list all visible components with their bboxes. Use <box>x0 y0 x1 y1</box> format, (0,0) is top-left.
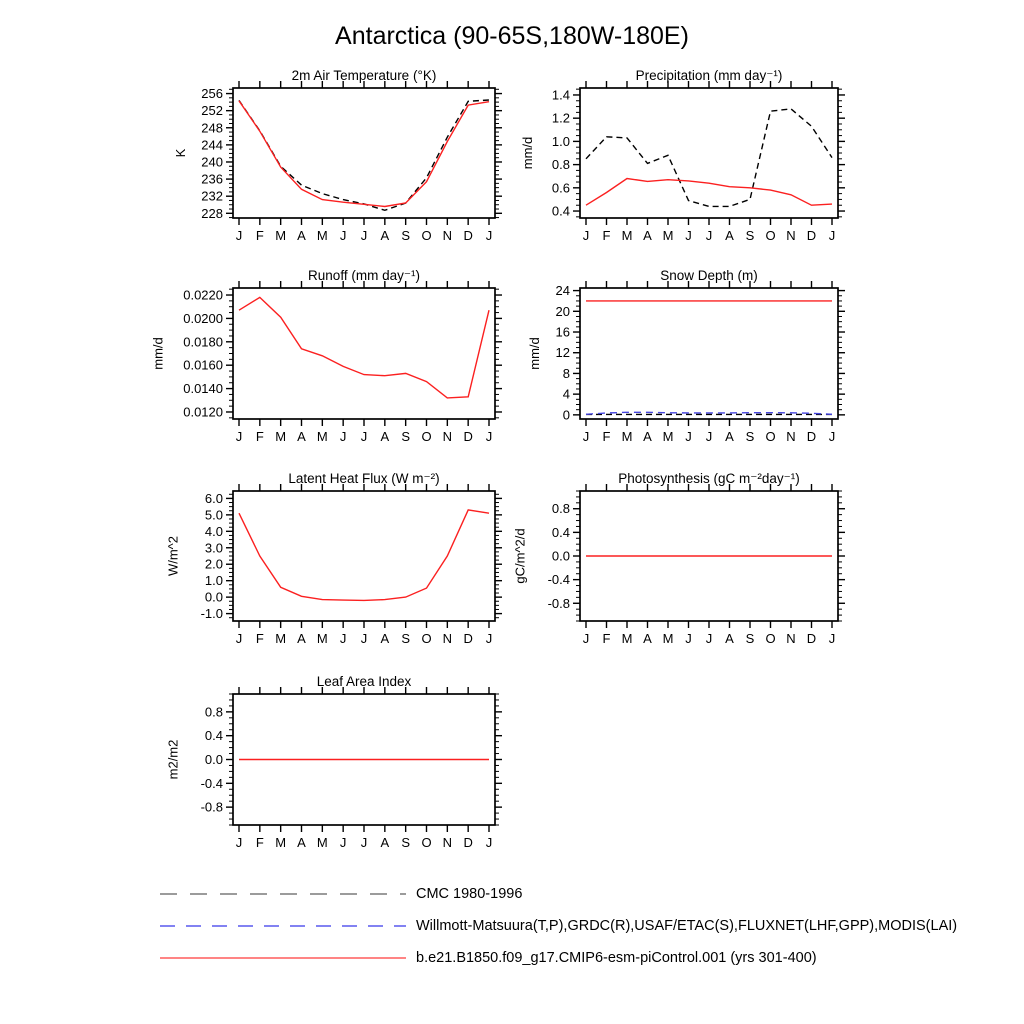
x-tick-label-month: M <box>275 429 287 444</box>
panel-photosynthesis <box>512 471 845 646</box>
x-tick-label-month: A <box>297 429 306 444</box>
panel-leaf-area-index <box>165 674 502 850</box>
legend-line-cmc-dashed <box>160 889 406 899</box>
y-tick-label: 0.4 <box>204 728 223 744</box>
x-tick-label-month: A <box>643 228 652 243</box>
x-tick-label-month: J <box>339 835 347 850</box>
x-tick-label-month: D <box>463 429 473 444</box>
y-axis-label-runoff: mm/d <box>150 337 166 370</box>
plot-frame-latent-heat-flux <box>233 491 495 621</box>
y-tick-label: 232 <box>201 188 223 204</box>
x-tick-label-month: M <box>621 631 633 646</box>
panel-2m-air-temperature <box>173 68 502 243</box>
x-tick-label-month: D <box>463 228 473 243</box>
x-tick-label-month: A <box>725 228 734 243</box>
x-tick-label-month: A <box>297 631 306 646</box>
y-tick-label: 0.4 <box>551 203 570 219</box>
x-tick-label-month: A <box>725 631 734 646</box>
x-tick-label-month: J <box>235 228 243 243</box>
y-tick-label: 240 <box>201 154 223 170</box>
x-tick-label-month: S <box>401 429 411 444</box>
y-tick-label: 4 <box>562 386 570 402</box>
panel-runoff <box>151 268 502 444</box>
panel-snow-depth <box>527 268 845 444</box>
x-tick-label-month: N <box>442 429 453 444</box>
x-tick-label-month: M <box>621 429 633 444</box>
y-tick-label: 0.0120 <box>183 404 223 420</box>
x-tick-label-month: D <box>806 631 817 646</box>
plot-frame-runoff <box>233 288 495 419</box>
y-tick-label: 4.0 <box>204 523 223 539</box>
legend-item-cmc <box>160 884 522 904</box>
x-tick-label-month: J <box>360 228 368 243</box>
x-tick-label-month: N <box>442 228 453 243</box>
y-tick-label: 0.0200 <box>183 310 223 326</box>
x-tick-label-month: J <box>828 228 836 243</box>
x-tick-label-month: N <box>442 631 453 646</box>
x-tick-label-month: A <box>380 631 390 646</box>
x-tick-label-month: J <box>828 429 836 444</box>
x-tick-label-month: S <box>745 631 755 646</box>
panel-latent-heat-flux <box>165 471 502 646</box>
x-tick-label-month: J <box>582 631 590 646</box>
x-tick-label-month: M <box>662 228 674 243</box>
y-tick-label: -0.4 <box>547 572 570 588</box>
x-tick-label-month: A <box>297 228 306 243</box>
legend-line-obs-dashed <box>160 921 406 931</box>
x-tick-label-month: F <box>255 835 264 850</box>
y-tick-label: 228 <box>201 205 223 221</box>
plot-frame-snow-depth <box>580 288 838 419</box>
y-tick-label: 20 <box>555 303 570 319</box>
x-tick-label-month: J <box>705 631 713 646</box>
x-tick-label-month: F <box>255 631 264 646</box>
y-tick-label: 0.0 <box>551 548 570 564</box>
x-tick-label-month: M <box>316 429 328 444</box>
x-tick-label-month: J <box>582 429 590 444</box>
x-tick-label-month: J <box>828 631 836 646</box>
series-line-solid-latent-heat-flux <box>239 510 489 601</box>
x-tick-label-month: J <box>485 835 493 850</box>
y-tick-label: 244 <box>201 137 223 153</box>
x-tick-label-month: J <box>339 429 347 444</box>
panel-title-runoff: Runoff (mm day⁻¹) <box>308 268 420 283</box>
y-tick-label: 12 <box>555 345 570 361</box>
x-tick-label-month: F <box>602 429 611 444</box>
y-tick-label: 0.8 <box>551 501 570 517</box>
x-tick-label-month: M <box>316 228 328 243</box>
x-tick-label-month: N <box>786 429 796 444</box>
x-tick-label-month: M <box>275 228 287 243</box>
y-tick-label: -0.8 <box>547 595 570 611</box>
panel-title-2m-air-temperature: 2m Air Temperature (°K) <box>291 68 437 83</box>
y-tick-label: 16 <box>555 324 570 340</box>
x-tick-label-month: M <box>621 228 633 243</box>
x-tick-label-month: M <box>275 631 287 646</box>
y-tick-label: 1.0 <box>551 133 570 149</box>
y-tick-label: -0.4 <box>200 775 223 791</box>
x-tick-label-month: M <box>662 429 674 444</box>
series-line-dashed-2m-air-temperature <box>239 100 489 210</box>
y-tick-label: 0 <box>562 407 570 423</box>
panel-title-photosynthesis: Photosynthesis (gC m⁻²day⁻¹) <box>618 471 800 486</box>
x-tick-label-month: J <box>360 429 368 444</box>
x-tick-label-month: J <box>705 429 713 444</box>
x-tick-label-month: J <box>685 631 692 646</box>
series-line-solid-precipitation <box>586 179 832 206</box>
x-tick-label-month: A <box>643 631 652 646</box>
x-tick-label-month: J <box>485 228 493 243</box>
x-tick-label-month: O <box>765 429 776 444</box>
legend-label-obs: Willmott-Matsuura(T,P),GRDC(R),USAF/ETAC(S),FLUXNET(LHF,GPP),MODIS(LAI) <box>416 918 958 934</box>
x-tick-label-month: S <box>401 835 411 850</box>
x-tick-label-month: A <box>643 429 652 444</box>
y-tick-label: -1.0 <box>200 606 223 622</box>
y-tick-label: 0.0180 <box>183 334 223 350</box>
series-line-solid-2m-air-temperature <box>239 101 489 207</box>
x-tick-label-month: D <box>463 631 473 646</box>
y-tick-label: 24 <box>555 283 570 299</box>
panel-title-latent-heat-flux: Latent Heat Flux (W m⁻²) <box>288 471 440 486</box>
y-tick-label: 0.4 <box>551 524 570 540</box>
x-tick-label-month: J <box>485 429 493 444</box>
y-axis-label-2m-air-temperature: K <box>172 148 188 158</box>
x-tick-label-month: S <box>401 228 411 243</box>
y-axis-label-leaf-area-index: m2/m2 <box>165 739 181 780</box>
x-tick-label-month: O <box>765 228 776 243</box>
x-tick-label-month: F <box>255 228 264 243</box>
y-tick-label: 0.0 <box>204 589 223 605</box>
x-tick-label-month: A <box>297 835 306 850</box>
x-tick-label-month: J <box>235 835 243 850</box>
y-axis-label-snow-depth: mm/d <box>527 337 543 370</box>
x-tick-label-month: F <box>602 228 611 243</box>
x-tick-label-month: A <box>380 429 390 444</box>
x-tick-label-month: J <box>235 429 243 444</box>
y-tick-label: 0.0140 <box>183 381 223 397</box>
x-tick-label-month: J <box>705 228 713 243</box>
y-tick-label: 1.0 <box>204 573 223 589</box>
x-tick-label-month: N <box>442 835 453 850</box>
page-title: Antarctica (90-65S,180W-180E) <box>335 22 689 50</box>
x-tick-label-month: J <box>685 228 692 243</box>
x-tick-label-month: M <box>662 631 674 646</box>
y-tick-label: 0.6 <box>551 180 570 196</box>
y-tick-label: 0.0 <box>204 752 223 767</box>
legend-label-model: b.e21.B1850.f09_g17.CMIP6-esm-piControl.001 (yrs 301-400) <box>416 950 817 966</box>
x-tick-label-month: O <box>421 835 432 850</box>
y-tick-label: 248 <box>201 120 223 136</box>
x-tick-label-month: S <box>745 228 755 243</box>
y-tick-label: 2.0 <box>204 556 223 572</box>
x-tick-label-month: O <box>421 228 432 243</box>
y-tick-label: 0.8 <box>204 704 223 720</box>
x-tick-label-month: M <box>275 835 287 850</box>
y-tick-label: 1.4 <box>551 87 570 103</box>
x-tick-label-month: J <box>339 228 347 243</box>
series-line-solid-runoff <box>239 297 489 398</box>
legend-item-obs <box>160 916 957 936</box>
y-axis-label-latent-heat-flux: W/m^2 <box>165 535 181 577</box>
x-tick-label-month: D <box>806 228 817 243</box>
x-tick-label-month: O <box>421 429 432 444</box>
x-tick-label-month: A <box>380 228 390 243</box>
x-tick-label-month: J <box>582 228 590 243</box>
x-tick-label-month: J <box>685 429 692 444</box>
y-axis-label-photosynthesis: gC/m^2/d <box>512 528 528 584</box>
x-tick-label-month: J <box>360 835 368 850</box>
y-tick-label: 1.2 <box>551 110 570 126</box>
x-tick-label-month: F <box>255 429 264 444</box>
x-tick-label-month: S <box>745 429 755 444</box>
x-tick-label-month: J <box>485 631 493 646</box>
x-tick-label-month: J <box>360 631 368 646</box>
y-tick-label: 0.0220 <box>183 287 223 303</box>
y-tick-label: 236 <box>201 171 223 187</box>
x-tick-label-month: J <box>235 631 243 646</box>
panel-title-precipitation: Precipitation (mm day⁻¹) <box>635 68 783 83</box>
legend-item-model <box>160 948 817 968</box>
panel-title-snow-depth: Snow Depth (m) <box>660 268 758 283</box>
y-tick-label: 3.0 <box>204 540 223 556</box>
y-axis-label-precipitation: mm/d <box>519 136 535 170</box>
x-tick-label-month: N <box>786 228 796 243</box>
panel-title-leaf-area-index: Leaf Area Index <box>316 674 412 689</box>
x-tick-label-month: M <box>316 835 328 850</box>
y-tick-label: 5.0 <box>204 507 223 523</box>
y-tick-label: 6.0 <box>204 490 223 506</box>
y-tick-label: 256 <box>201 86 223 102</box>
series-line-dashed-precipitation <box>586 109 832 206</box>
x-tick-label-month: A <box>380 835 390 850</box>
x-tick-label-month: M <box>316 631 328 646</box>
legend-line-model-solid <box>160 953 406 963</box>
x-tick-label-month: D <box>806 429 817 444</box>
x-tick-label-month: O <box>421 631 432 646</box>
y-tick-label: 0.8 <box>551 157 570 173</box>
panel-precipitation <box>520 68 845 243</box>
x-tick-label-month: A <box>725 429 734 444</box>
x-tick-label-month: N <box>786 631 796 646</box>
x-tick-label-month: D <box>463 835 473 850</box>
y-tick-label: 0.0160 <box>183 357 223 373</box>
x-tick-label-month: S <box>401 631 411 646</box>
x-tick-label-month: F <box>602 631 611 646</box>
x-tick-label-month: O <box>765 631 776 646</box>
y-tick-label: 252 <box>201 103 223 119</box>
x-tick-label-month: J <box>339 631 347 646</box>
legend-label-cmc: CMC 1980-1996 <box>416 886 523 902</box>
y-tick-label: -0.8 <box>200 799 223 815</box>
y-tick-label: 8 <box>562 365 570 381</box>
